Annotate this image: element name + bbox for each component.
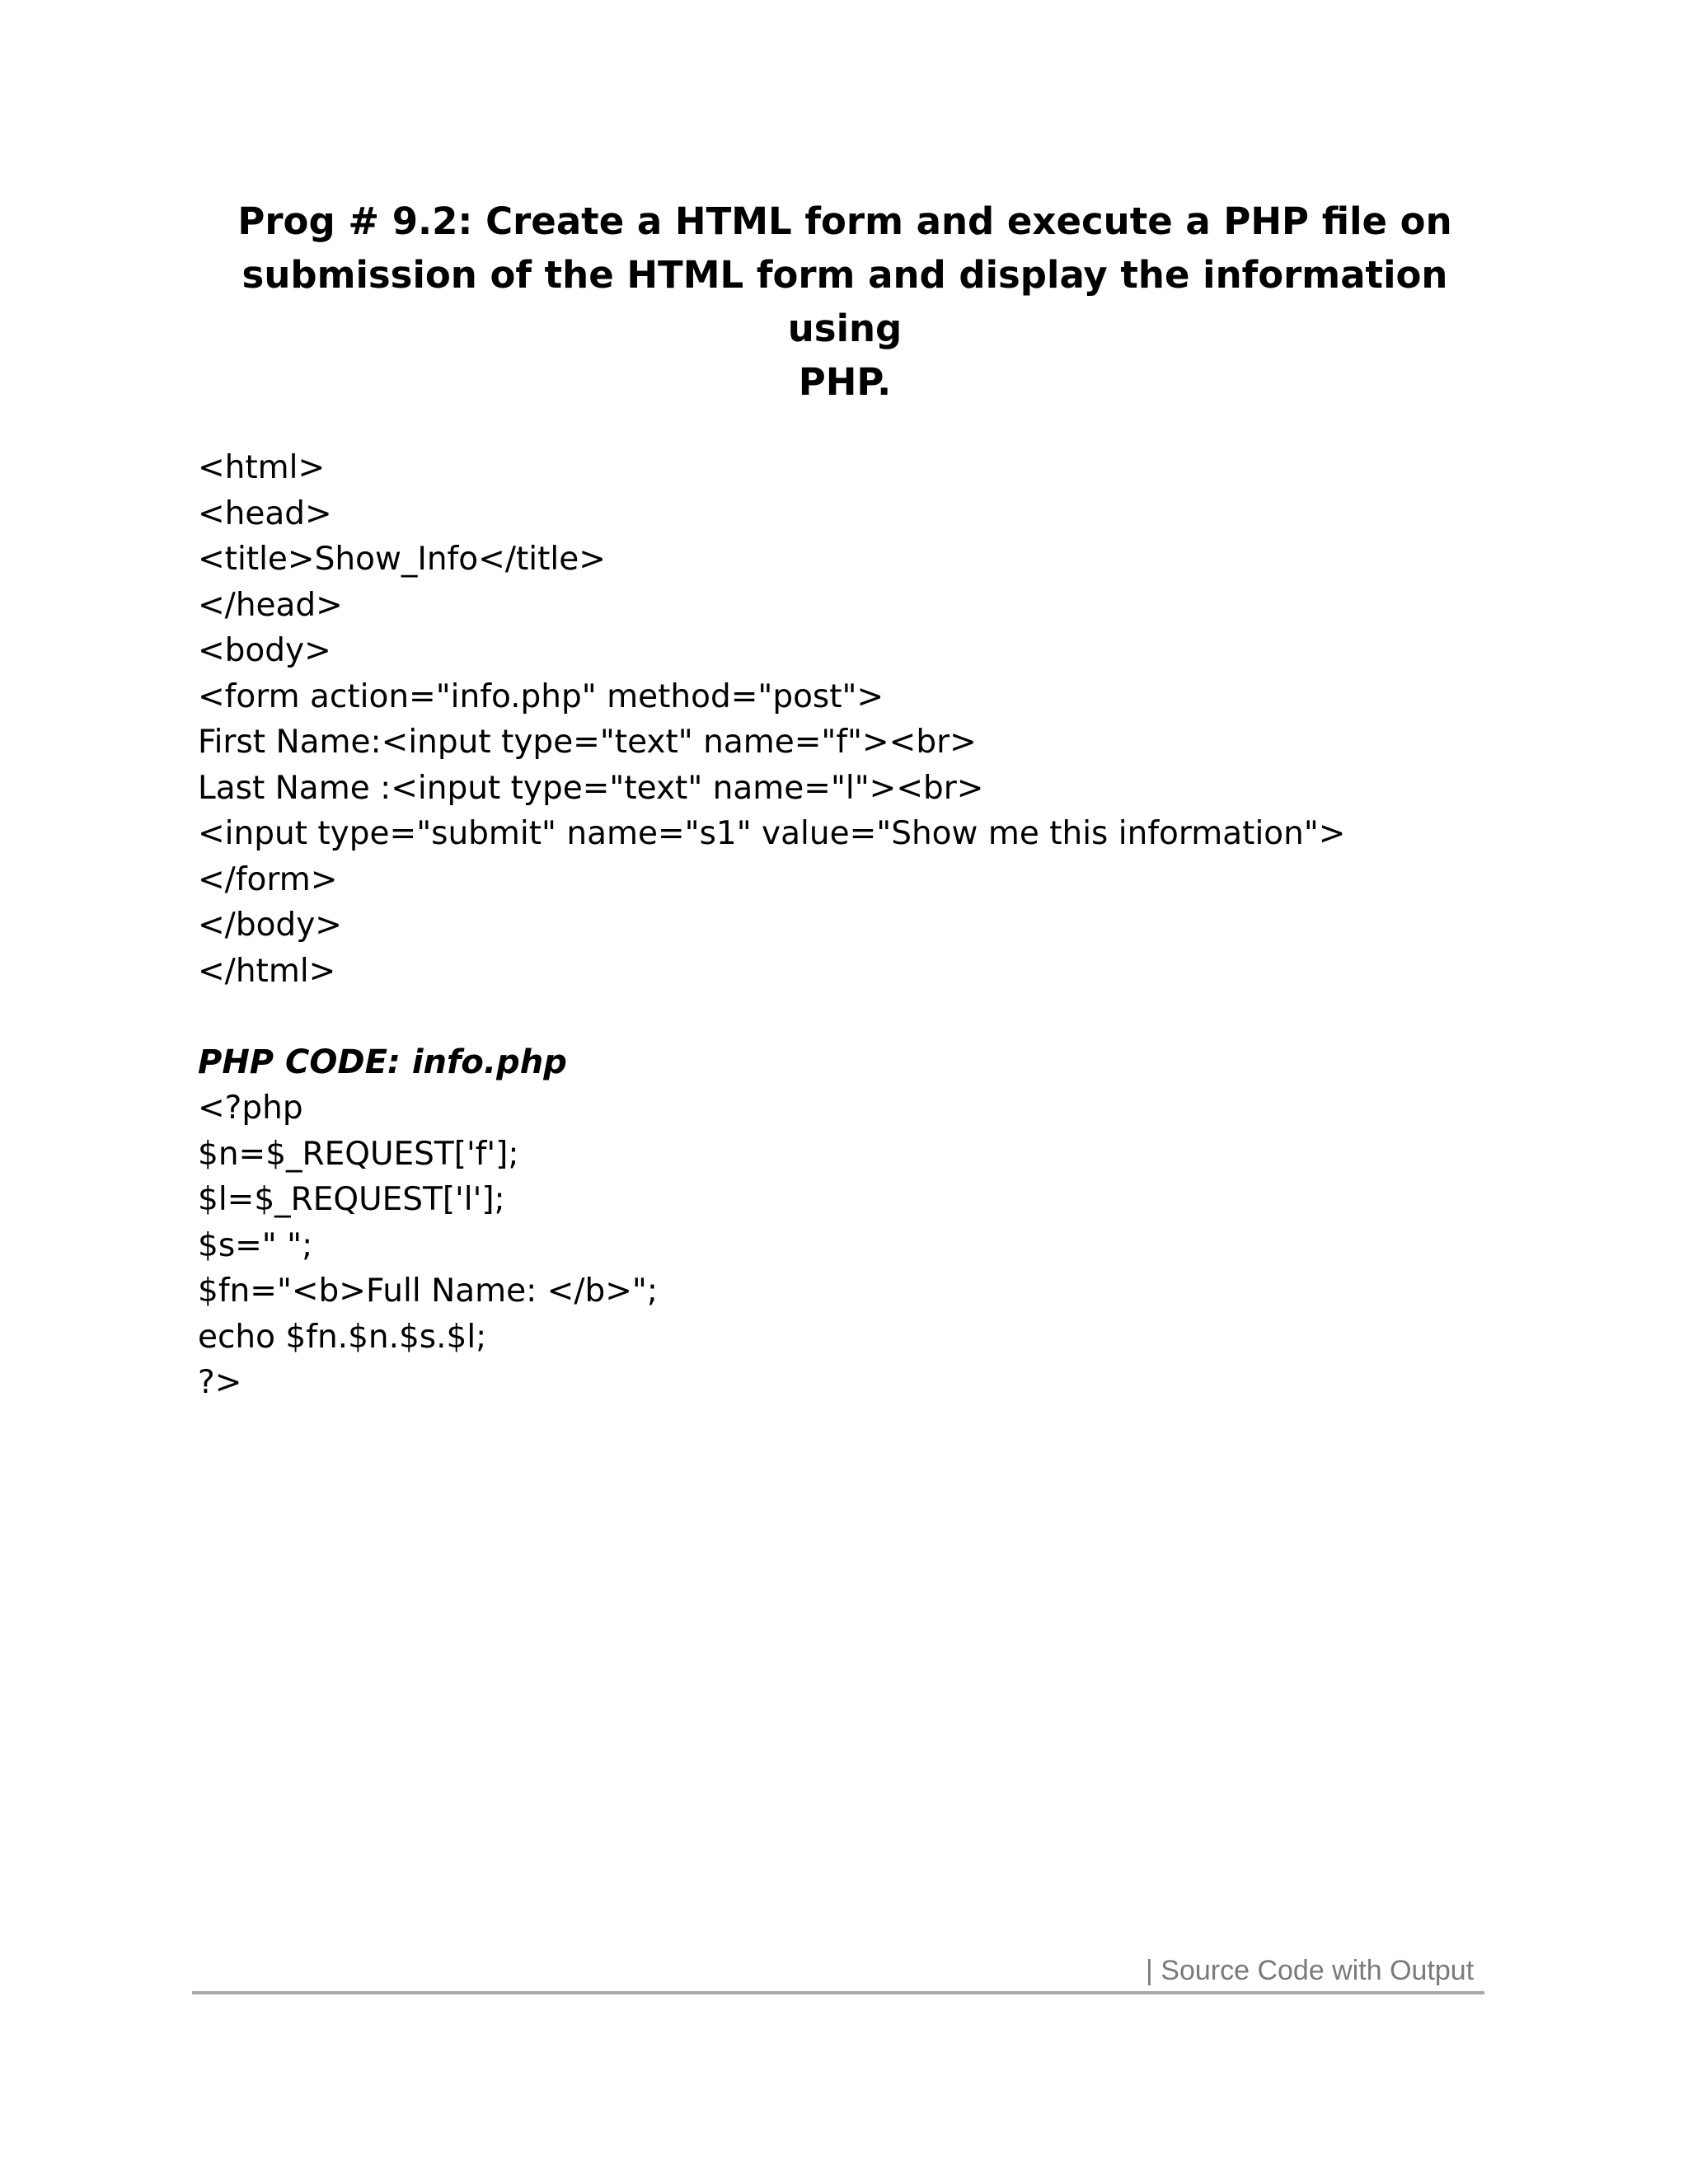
code-line: echo $fn.$n.$s.$l;: [198, 1318, 487, 1356]
code-line: <form action="info.php" method="post">: [198, 677, 884, 715]
code-line: <head>: [198, 494, 332, 532]
code-line: </form>: [198, 860, 338, 898]
code-line: $n=$_REQUEST['f'];: [198, 1135, 519, 1173]
code-line: <title>Show_Info</title>: [198, 541, 606, 578]
title-line-2: submission of the HTML form and display the information using: [241, 253, 1448, 350]
code-line: $s=" ";: [198, 1226, 313, 1264]
php-code-block: [198, 1085, 1484, 1406]
footer-divider: [192, 1991, 1484, 1994]
php-code-heading: PHP CODE: info.php: [198, 1043, 567, 1081]
code-line: $l=$_REQUEST['l'];: [198, 1181, 505, 1218]
code-line: $fn="<b>Full Name: </b>";: [198, 1272, 658, 1310]
title-line-1: Prog # 9.2: Create a HTML form and execute a PHP file on: [237, 199, 1452, 243]
html-code-block: [198, 445, 1484, 994]
code-line: <html>: [198, 449, 326, 486]
code-line: Last Name :<input type="text" name="l"><br>: [198, 769, 984, 807]
code-line: </html>: [198, 952, 336, 990]
code-line: First Name:<input type="text" name="f"><br>: [198, 724, 977, 761]
code-line: <body>: [198, 632, 331, 669]
page-title: [198, 194, 1492, 409]
footer-text: | Source Code with Output: [1146, 1955, 1475, 1986]
code-line: ?>: [198, 1364, 242, 1401]
title-line-3: PHP.: [798, 360, 892, 404]
code-line: </body>: [198, 907, 342, 944]
code-line: <input type="submit" name="s1" value="Show me this information">: [198, 815, 1346, 852]
code-line: <?php: [198, 1090, 303, 1127]
code-line: </head>: [198, 586, 343, 624]
